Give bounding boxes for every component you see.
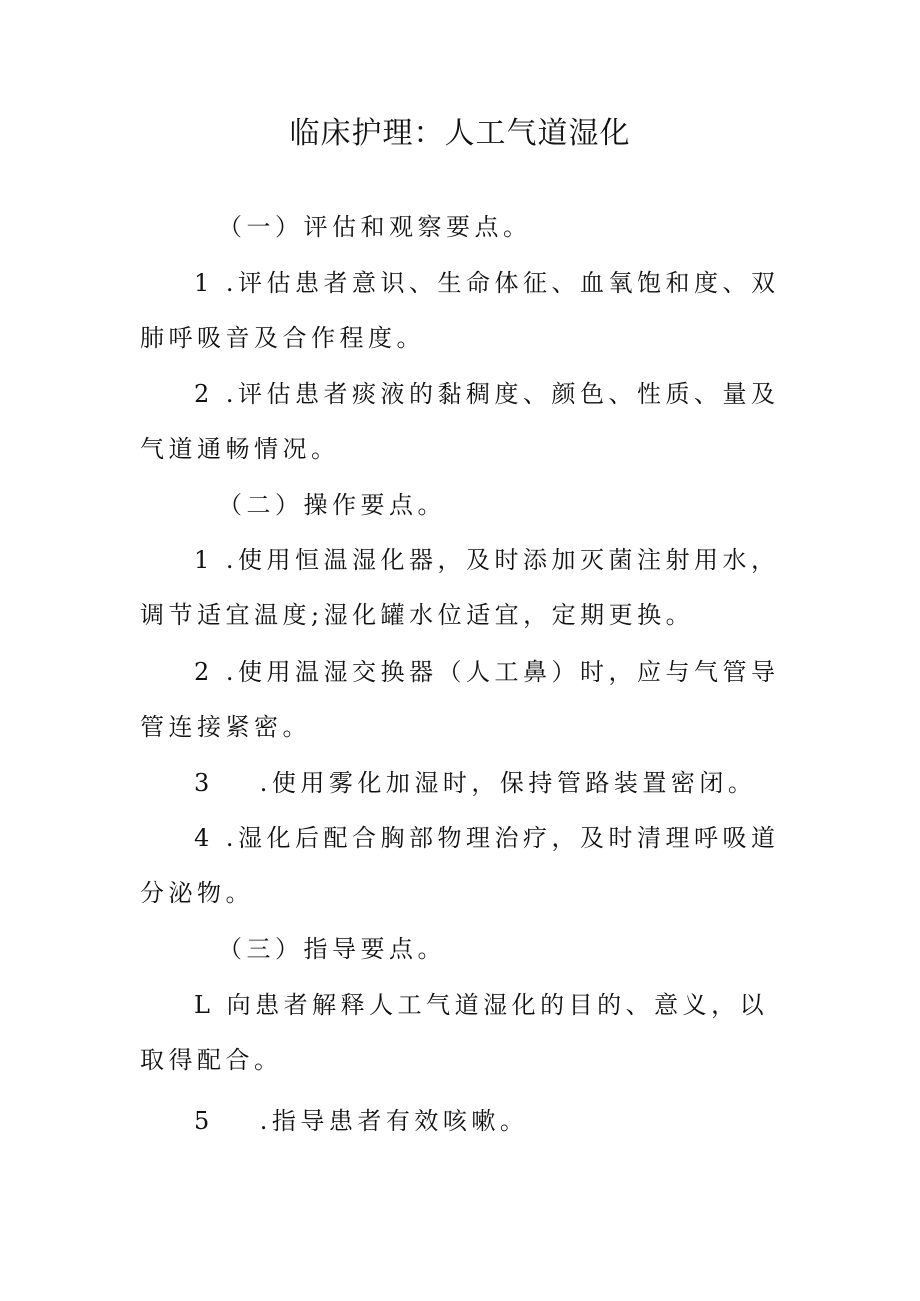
paragraph-guidance-1: L 向患者解释人工气道湿化的目的、意义，以取得配合。 xyxy=(140,991,769,1074)
paragraph-operation-2: 2 .使用温湿交换器（人工鼻）时，应与气管导管连接紧密。 xyxy=(140,658,780,741)
section-heading-assessment: （一）评估和观察要点。 xyxy=(218,213,532,241)
item-text: .指导患者有效咳嗽。 xyxy=(259,1107,529,1135)
document-title: 临床护理：人工气道湿化 xyxy=(289,116,631,151)
item-text: .使用雾化加湿时，保持管路装置密闭。 xyxy=(259,769,757,797)
paragraph-guidance-2 xyxy=(140,1094,790,1149)
paragraph-operation-3 xyxy=(140,756,790,811)
paragraph-assessment-2: 2 .评估患者痰液的黏稠度、颜色、性质、量及气道通畅情况。 xyxy=(140,380,780,463)
paragraph-operation-1: 1 .使用恒温湿化器，及时添加灭菌注射用水，调节适宜温度;湿化罐水位适宜，定期更换。 xyxy=(140,546,780,629)
item-number: 3 xyxy=(194,769,214,797)
section-heading-guidance: （三）指导要点。 xyxy=(218,935,446,963)
section-heading-operation: （二）操作要点。 xyxy=(218,491,446,519)
item-number: 5 xyxy=(194,1107,214,1135)
paragraph-operation-4: 4 .湿化后配合胸部物理治疗，及时清理呼吸道分泌物。 xyxy=(140,824,780,907)
paragraph-assessment-1: 1 .评估患者意识、生命体征、血氧饱和度、双肺呼吸音及合作程度。 xyxy=(140,269,780,352)
